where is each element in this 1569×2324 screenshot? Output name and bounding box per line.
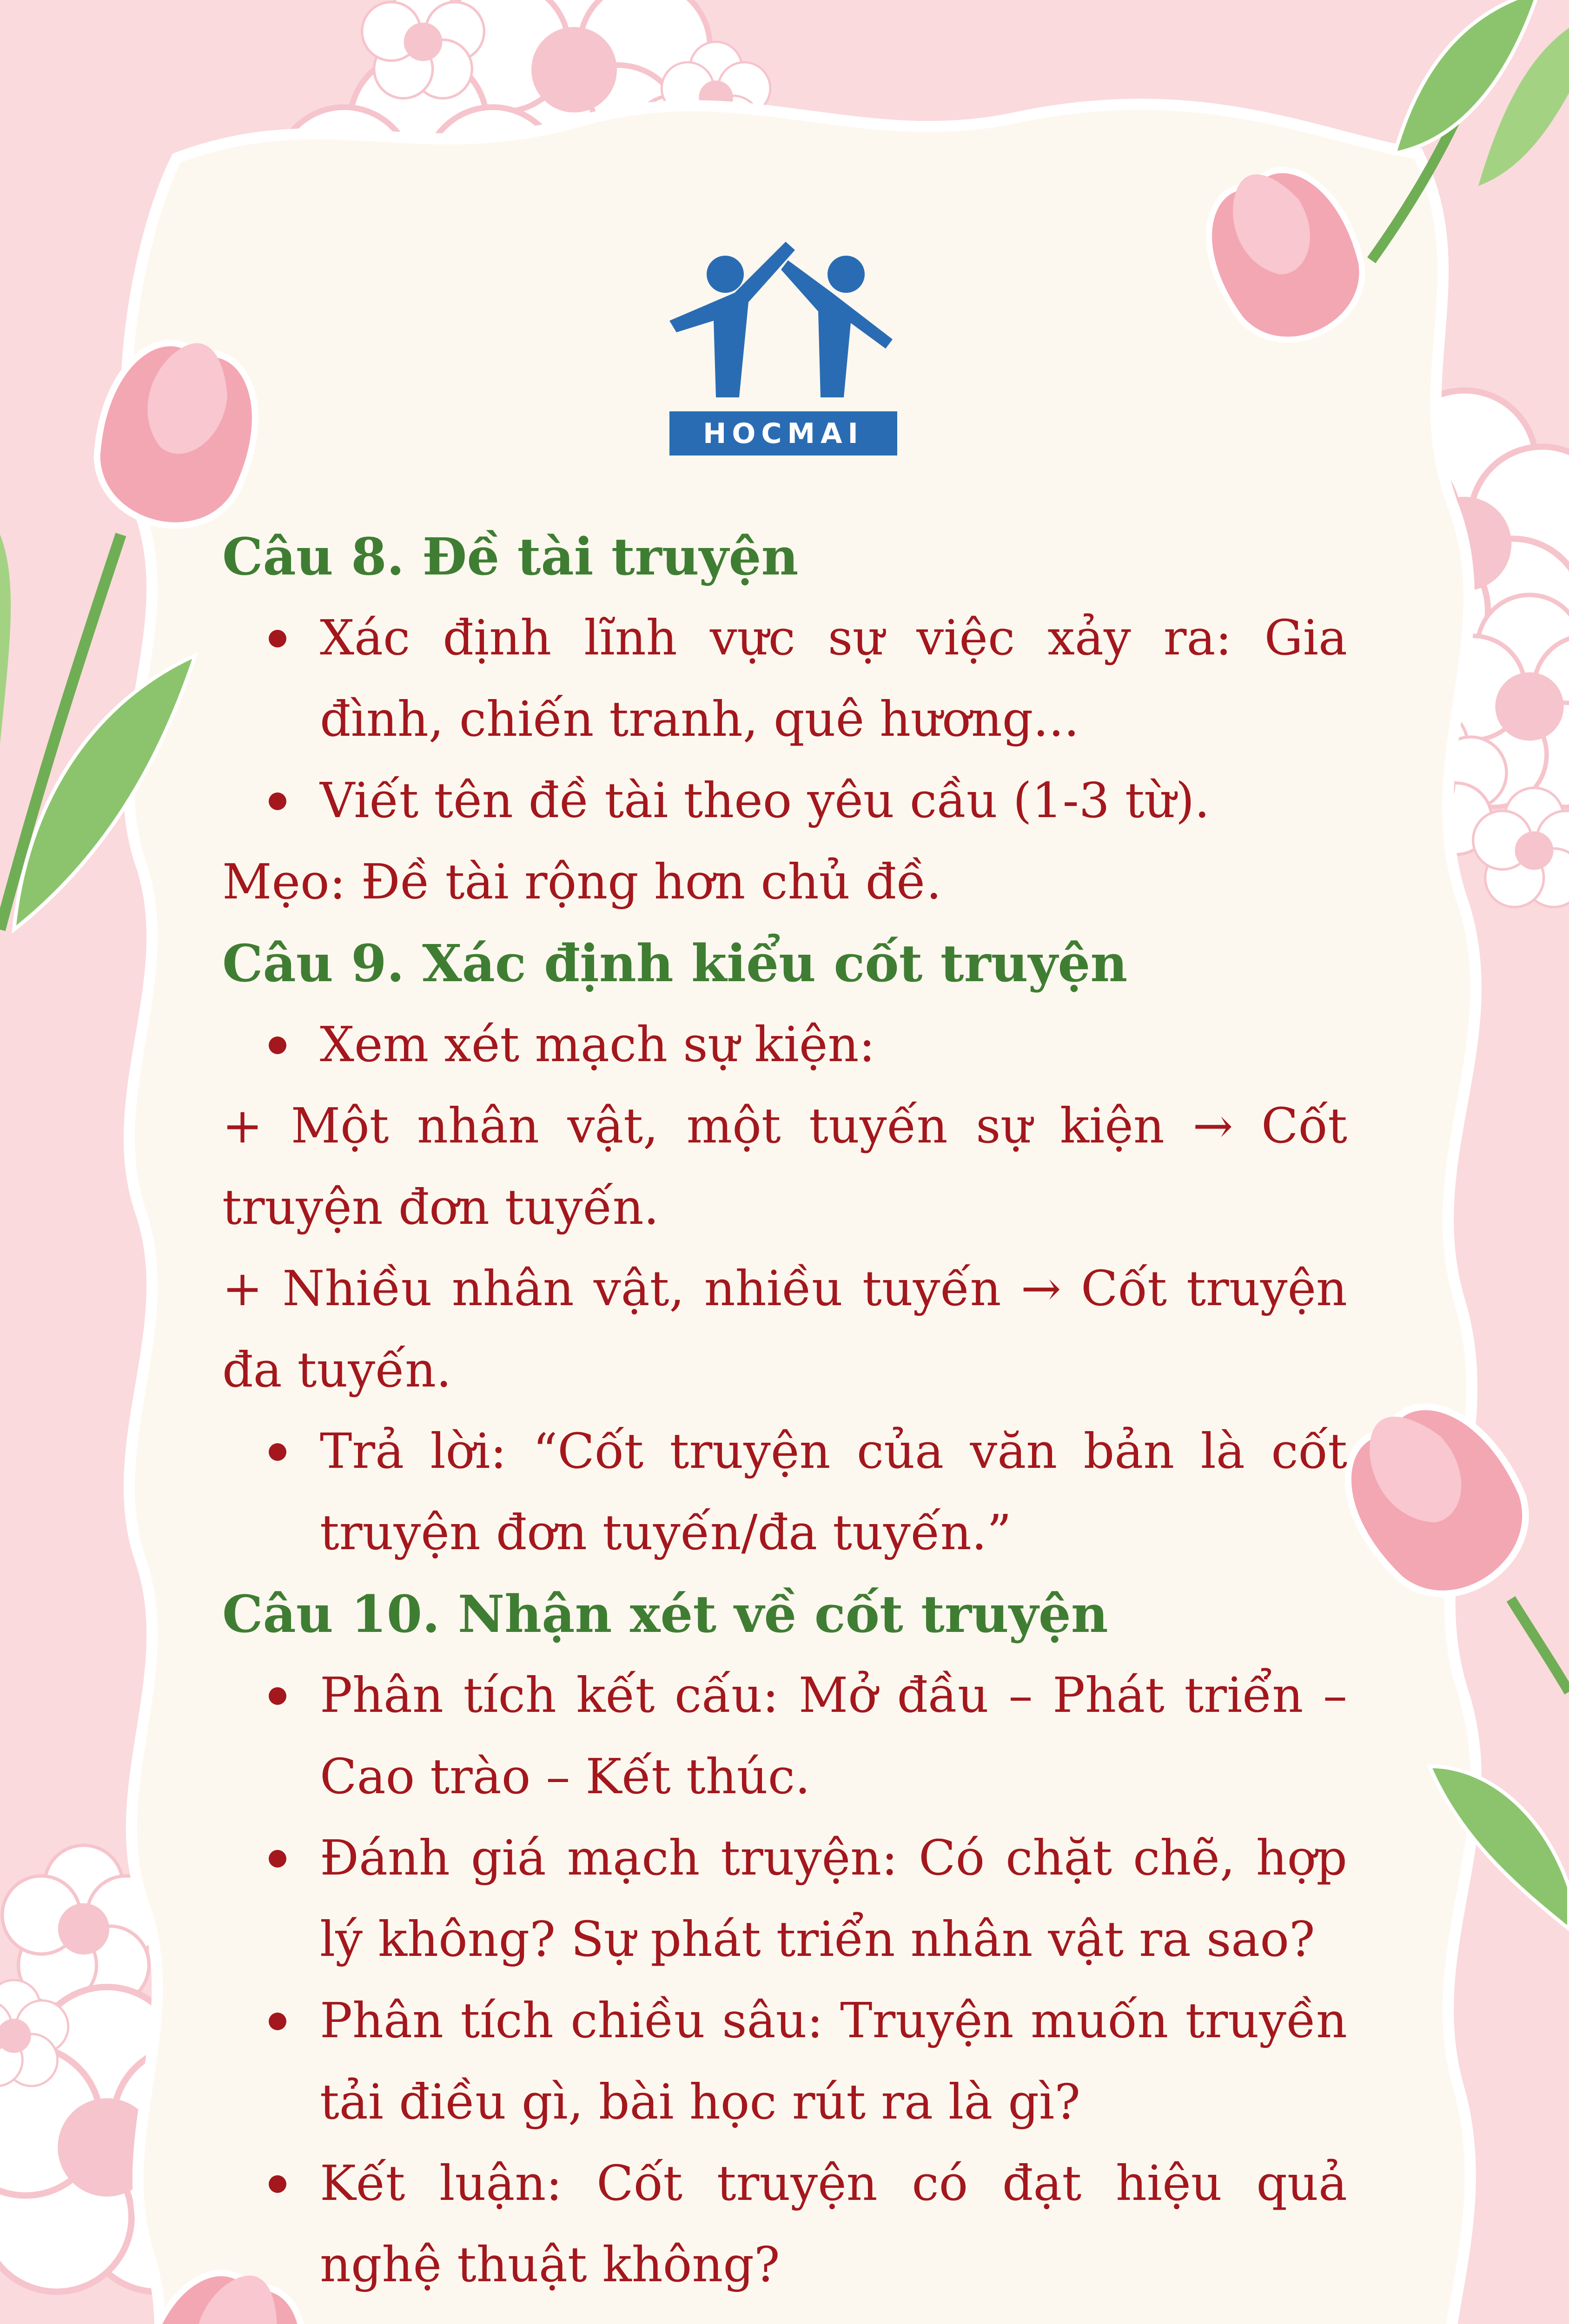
bullet-item: Viết tên đề tài theo yêu cầu (1-3 từ).: [222, 760, 1347, 841]
hocmai-logo: [669, 232, 897, 456]
tip-text: Mẹo: Đề tài rộng hơn chủ đề.: [222, 853, 942, 910]
section-heading: Câu 10. Nhận xét về cốt truyện: [222, 1584, 1108, 1644]
bullet-item: Phân tích kết cấu: Mở đầu – Phát triển – Cao trào – Kết thúc.: [222, 1655, 1347, 1817]
bullet-item: Kết luận: Cốt truyện có đạt hiệu quả nghệ thuật không?: [222, 2143, 1347, 2305]
bullet-item: Phân tích chiều sâu: Truyện muốn truyền tải điều gì, bài học rút ra là gì?: [222, 1980, 1347, 2143]
section-heading: Câu 8. Đề tài truyện: [222, 527, 799, 587]
logo-wordmark: HOCMAI: [669, 411, 897, 456]
section-heading: Câu 9. Xác định kiểu cốt truyện: [222, 933, 1128, 993]
content-body: [222, 516, 1347, 2305]
logo-figures-icon: [669, 232, 897, 409]
bullet-item: Xem xét mạch sự kiện:: [222, 1004, 1347, 1085]
bullet-item: Xác định lĩnh vực sự việc xảy ra: Gia đình, chiến tranh, quê hương...: [222, 597, 1347, 760]
sub-item: + Một nhân vật, một tuyến sự kiện → Cốt truyện đơn tuyến.: [222, 1097, 1347, 1235]
sub-item: + Nhiều nhân vật, nhiều tuyến → Cốt truyện đa tuyến.: [222, 1260, 1347, 1398]
bullet-item: Trả lời: “Cốt truyện của văn bản là cốt truyện đơn tuyến/đa tuyến.”: [222, 1411, 1347, 1573]
bullet-item: Đánh giá mạch truyện: Có chặt chẽ, hợp lý không? Sự phát triển nhân vật ra sao?: [222, 1817, 1347, 1980]
